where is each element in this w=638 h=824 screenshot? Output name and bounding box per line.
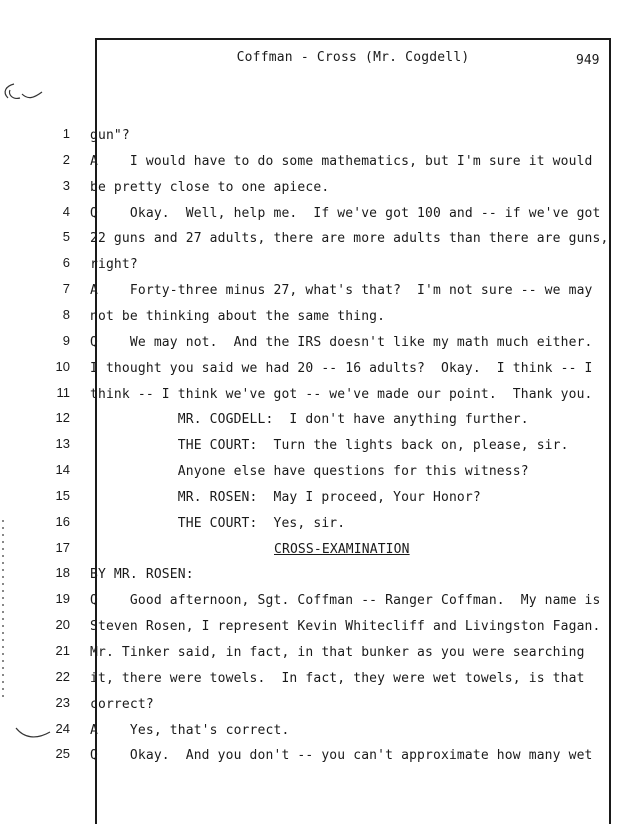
line-number: 16 (55, 514, 70, 529)
transcript-line-text: 22 guns and 27 adults, there are more adults than there are guns, (90, 231, 609, 246)
line-number: 22 (55, 669, 70, 684)
transcript-line-text: correct? (90, 697, 154, 712)
transcript-line-text: it, there were towels. In fact, they were wet towels, is that (90, 671, 585, 686)
line-number: 4 (62, 204, 70, 219)
line-number: 12 (55, 410, 70, 425)
transcript-line-text: MR. ROSEN: May I proceed, Your Honor? (90, 490, 481, 505)
transcript-line-text: Mr. Tinker said, in fact, in that bunker as you were searching (90, 645, 585, 660)
line-number: 21 (55, 643, 70, 658)
line-number: 8 (62, 307, 70, 322)
line-number: 24 (55, 721, 70, 736)
line-number: 14 (55, 462, 70, 477)
transcript-line-text: gun"? (90, 128, 130, 143)
line-number: 9 (62, 333, 70, 348)
line-number: 6 (62, 255, 70, 270)
left-edge-speckle (2, 520, 4, 700)
transcript-line-text: THE COURT: Yes, sir. (90, 516, 346, 531)
page-header-title: Coffman - Cross (Mr. Cogdell) (236, 50, 470, 65)
line-number: 19 (55, 591, 70, 606)
line-number: 11 (56, 385, 70, 400)
line-number: 18 (55, 565, 70, 580)
margin-scribble-mark (0, 78, 46, 108)
transcript-line-text: Q Okay. And you don't -- you can't approximate how many wet (90, 748, 593, 763)
transcript-line-text: A Yes, that's correct. (90, 723, 290, 738)
line-number: 15 (55, 488, 70, 503)
transcript-line-text: I thought you said we had 20 -- 16 adults? Okay. I think -- I (90, 361, 593, 376)
line-number: 2 (62, 152, 70, 167)
transcript-line-text: right? (90, 257, 138, 272)
transcript-line-text: A Forty-three minus 27, what's that? I'm not sure -- we may (90, 283, 593, 298)
transcript-line-text: Q We may not. And the IRS doesn't like my math much either. (90, 335, 593, 350)
transcript-line-text: Q Good afternoon, Sgt. Coffman -- Ranger Coffman. My name is (90, 593, 601, 608)
line-number: 5 (62, 229, 70, 244)
transcript-line-text: Steven Rosen, I represent Kevin Whitecliff and Livingston Fagan. (90, 619, 601, 634)
line-number: 23 (55, 695, 70, 710)
transcript-line-text: not be thinking about the same thing. (90, 309, 386, 324)
line-number: 7 (62, 281, 70, 296)
page-number: 949 (576, 53, 600, 68)
transcript-line-text: Q Okay. Well, help me. If we've got 100 and -- if we've got (90, 206, 601, 221)
page-border-top (95, 38, 611, 40)
transcript-line-text: think -- I think we've got -- we've made our point. Thank you. (90, 387, 593, 402)
line-number: 1 (62, 126, 70, 141)
line-number: 25 (55, 746, 70, 761)
line-number: 20 (55, 617, 70, 632)
transcript-line-text: THE COURT: Turn the lights back on, please, sir. (90, 438, 569, 453)
transcript-line-text: Anyone else have questions for this witness? (90, 464, 529, 479)
line-number: 17 (55, 540, 70, 555)
transcript-line-text: be pretty close to one apiece. (90, 180, 330, 195)
transcript-line-text: BY MR. ROSEN: (90, 567, 194, 582)
page-border-right (609, 38, 611, 824)
line-number: 3 (62, 178, 70, 193)
transcript-line-text: A I would have to do some mathematics, but I'm sure it would (90, 154, 593, 169)
transcript-line-text: MR. COGDELL: I don't have anything further. (90, 412, 529, 427)
section-heading: CROSS-EXAMINATION (274, 542, 410, 557)
line-number: 10 (55, 359, 70, 374)
line-number: 13 (55, 436, 70, 451)
